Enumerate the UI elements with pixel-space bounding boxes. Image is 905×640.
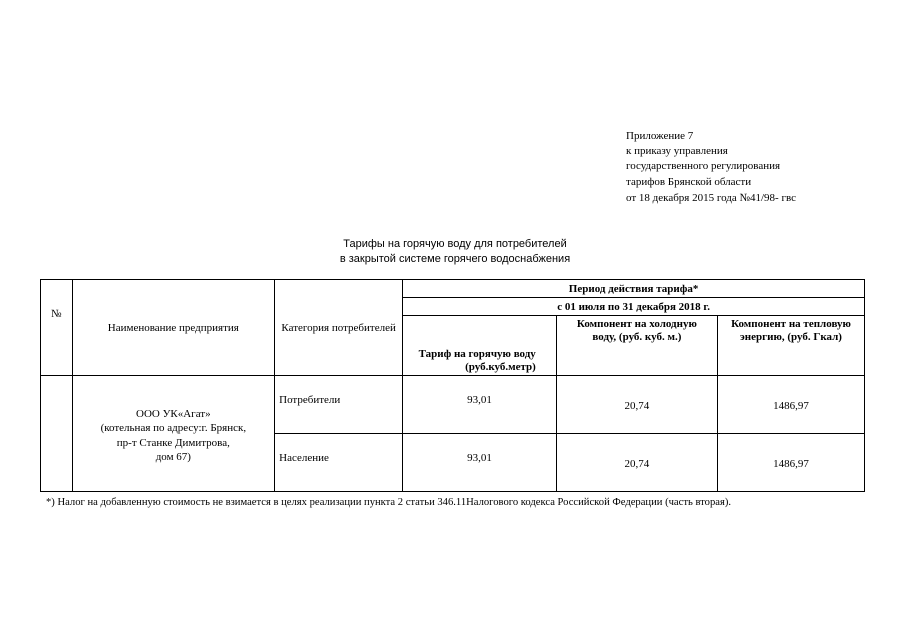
appendix-line-1: Приложение 7: [626, 130, 694, 142]
header-period: Период действия тарифа*: [403, 280, 865, 298]
appendix-line-3: государственного регулирования: [626, 160, 781, 173]
header-consumer-category: Категория потребителей: [275, 280, 403, 376]
header-hot-water-tariff-text: Тариф на горячую воду (руб.куб.метр): [418, 348, 536, 373]
header-enterprise-name: Наименование предприятия: [72, 280, 275, 376]
table-row: [41, 376, 865, 434]
consumer-category-cell: Население: [275, 434, 403, 492]
vat-footnote: *) Налог на добавленную стоимость не взимается в целях реализации пункта 2 статьи 346.11Налогового кодекса Российской Федерации (часть вторая).: [46, 497, 732, 508]
tariff-table: [40, 279, 865, 492]
appendix-line-2: к приказу управления: [626, 145, 728, 158]
row-number-cell: [41, 376, 73, 492]
header-dates: с 01 июля по 31 декабря 2018 г.: [403, 298, 865, 316]
header-number: №: [41, 280, 73, 376]
title-line-2: в закрытой системе горячего водоснабжения: [339, 253, 571, 265]
hot-water-tariff-cell: 93,01: [403, 376, 557, 434]
appendix-line-5: от 18 декабря 2015 года №41/98- гвс: [626, 191, 796, 204]
enterprise-line-1: ООО УК«Агат»: [136, 407, 211, 420]
header-cold-water-component: [556, 316, 717, 376]
enterprise-line-4: дом 67): [155, 451, 191, 463]
enterprise-line-3: пр-т Станке Димитрова,: [116, 436, 230, 449]
enterprise-name-cell: [72, 376, 275, 492]
cold-water-component-cell: 20,74: [556, 434, 717, 492]
heat-component-cell: 1486,97: [718, 376, 865, 434]
header-heat-component: [718, 316, 865, 376]
header-heat-component-text: Компонент на тепловую энергию, (руб. Гкал): [731, 318, 851, 343]
appendix-block: [626, 129, 796, 206]
header-hot-water-tariff: [403, 316, 557, 376]
heat-component-cell: 1486,97: [718, 434, 865, 492]
document-title: [300, 237, 610, 267]
consumer-category-cell: Потребители: [275, 376, 403, 434]
appendix-line-4: тарифов Брянской области: [626, 175, 752, 188]
header-cold-water-component-text: Компонент на холодную воду, (руб. куб. м.): [576, 318, 697, 343]
title-line-1: Тарифы на горячую воду для потребителей: [343, 238, 567, 250]
enterprise-line-2: (котельная по адресу:г. Брянск,: [100, 422, 247, 434]
cold-water-component-cell: 20,74: [556, 376, 717, 434]
hot-water-tariff-cell: 93,01: [403, 434, 557, 492]
